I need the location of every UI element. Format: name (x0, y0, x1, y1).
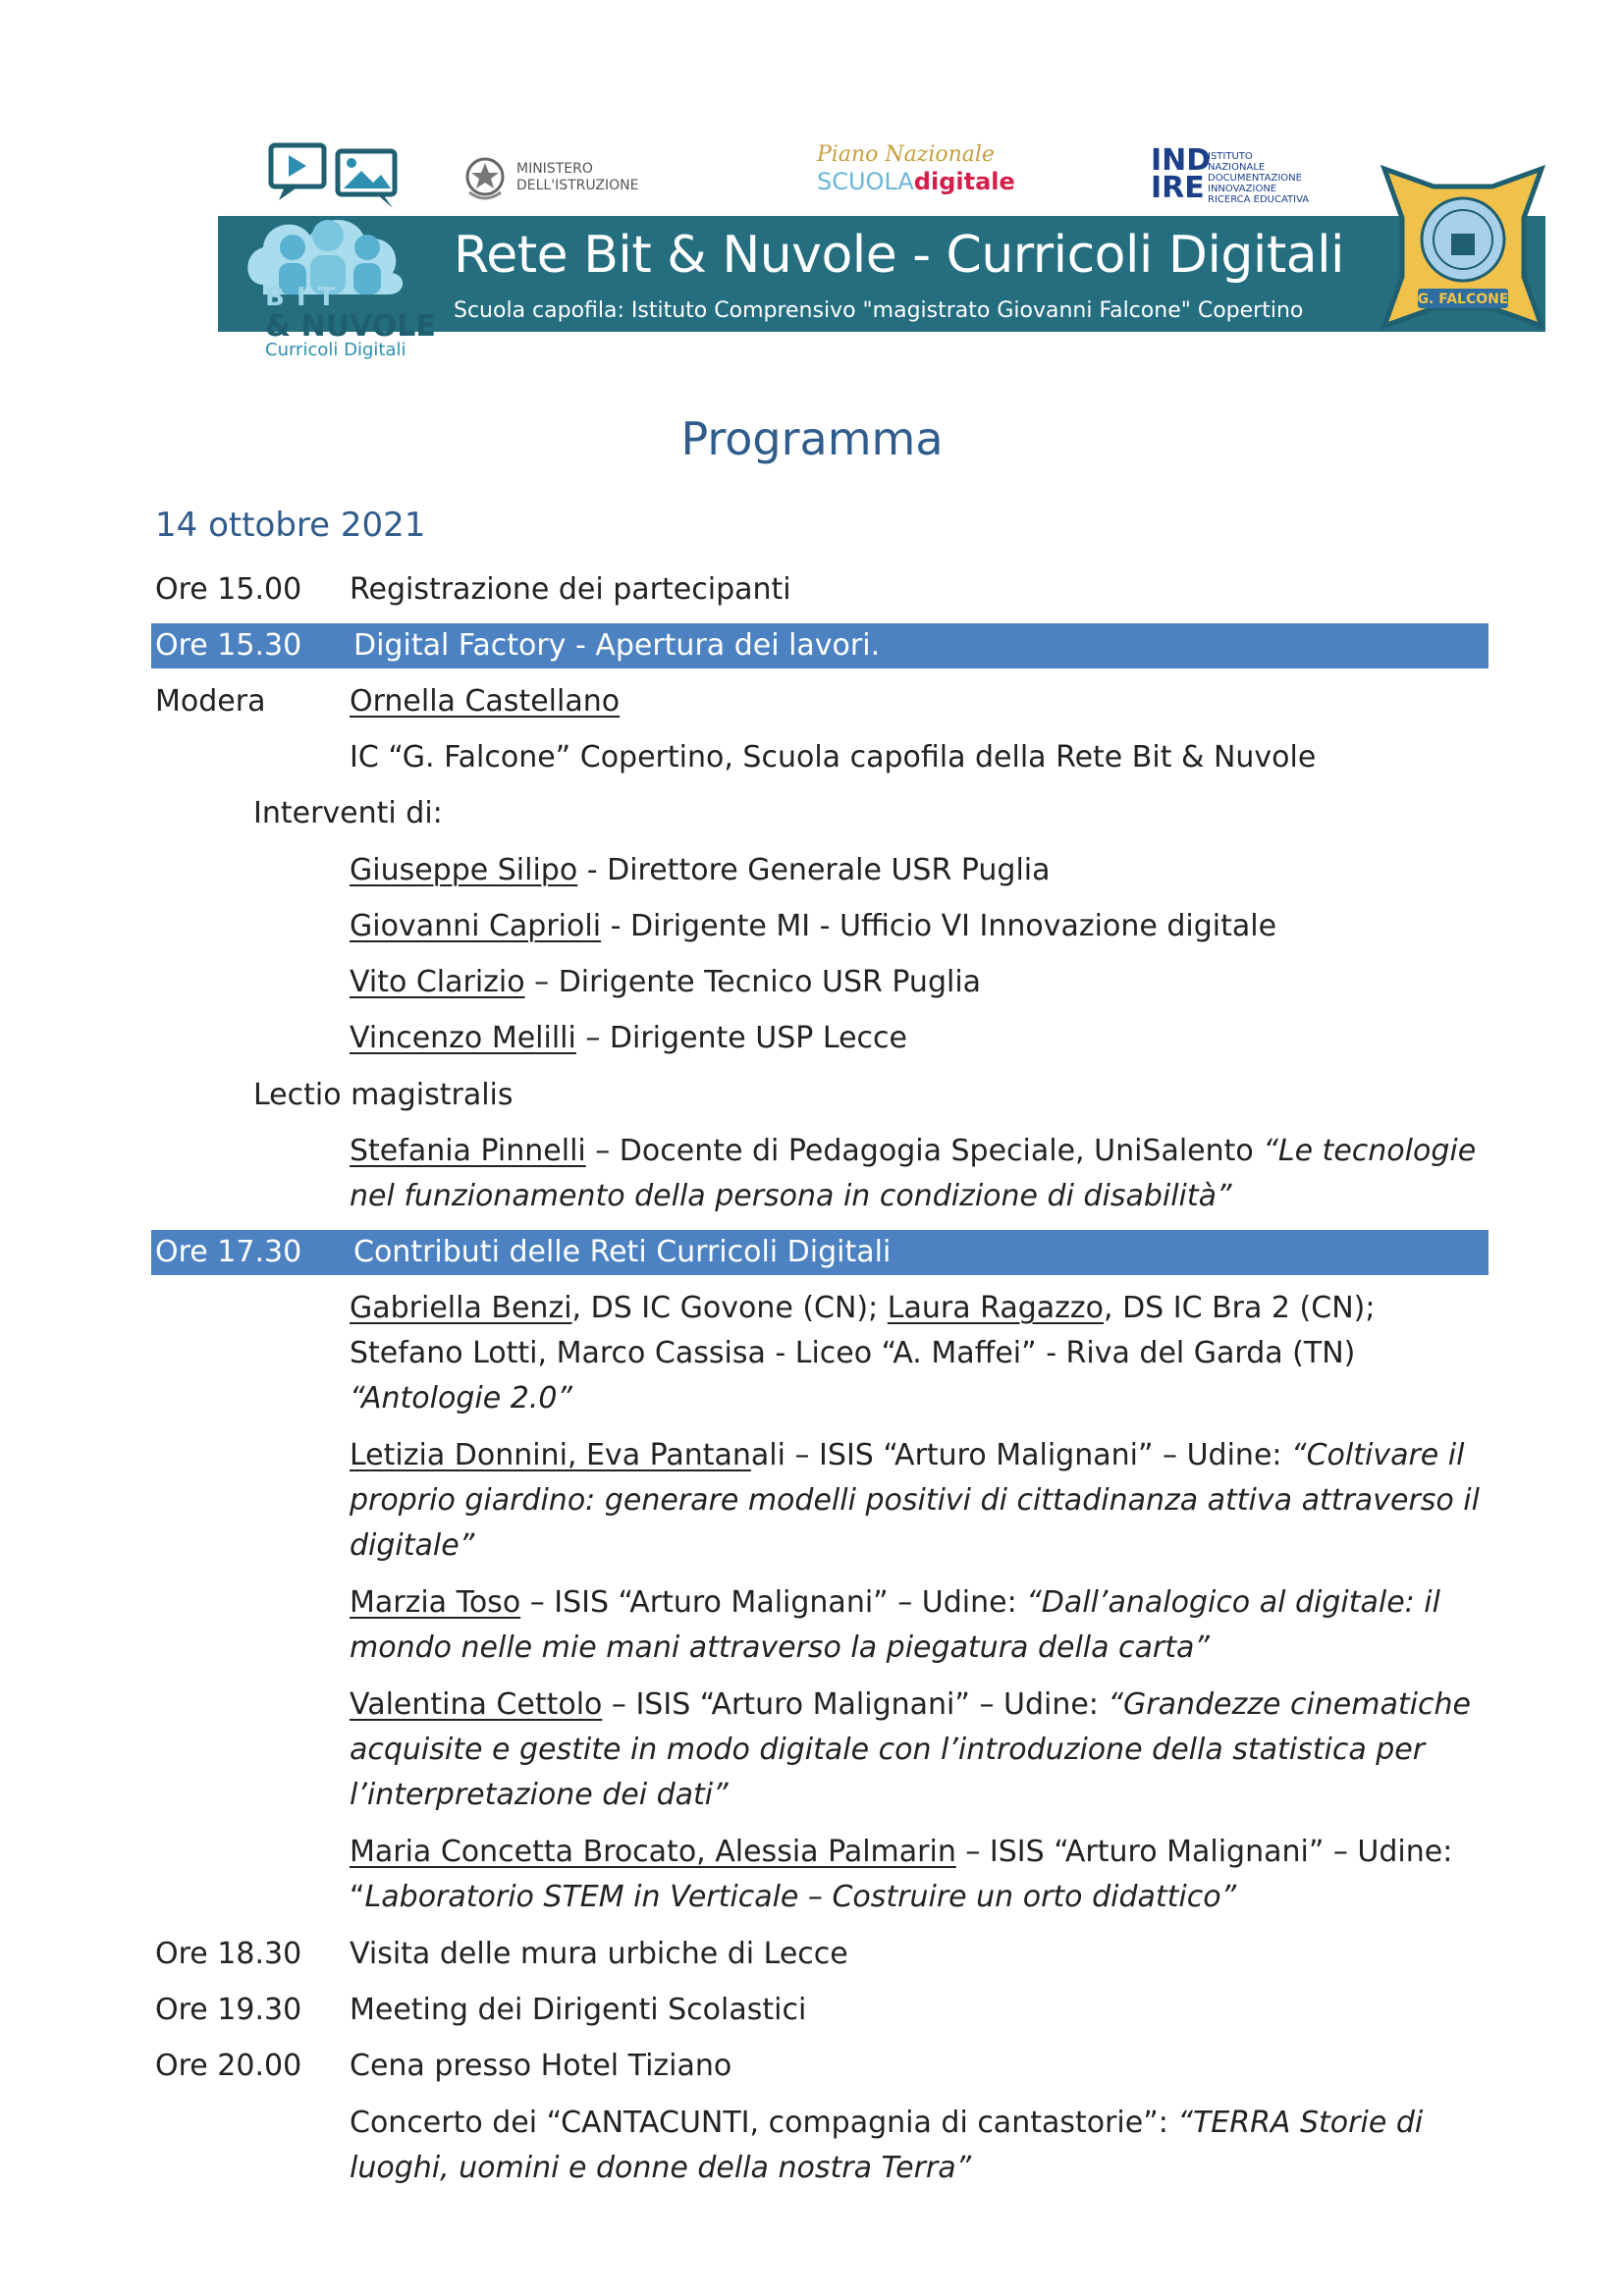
contribution-4-title-part1: “Grandezze cinematiche (1108, 1687, 1471, 1722)
contribution-4-role: – ISIS “Arturo Malignani” – Udine: (602, 1687, 1109, 1722)
indire-logo (1151, 143, 1318, 206)
date-heading: 14 ottobre 2021 (155, 506, 426, 545)
concert-line1 (350, 2101, 1489, 2146)
time-1930: Ore 19.30 (155, 1993, 302, 2027)
lectio-title-part1: “Le tecnologie (1263, 1134, 1477, 1168)
contribution-2-title-part2: proprio giardino: generare modelli positivi di cittadinanza attiva attraverso il (350, 1483, 1480, 1518)
banner-title: Rete Bit & Nuvole - Curricoli Digitali (454, 226, 1344, 285)
registration-text: Registrazione dei partecipanti (350, 572, 791, 607)
contribution-1-name-a: Gabriella Benzi (350, 1291, 572, 1325)
logo-nuvole-text: & NUVOLE (265, 309, 436, 344)
time-2000: Ore 20.00 (155, 2049, 302, 2083)
time-1830: Ore 18.30 (155, 1937, 302, 1971)
lectio-speaker-role: – Docente di Pedagogia Speciale, UniSalento (585, 1134, 1264, 1168)
lectio-label: Lectio magistralis (253, 1078, 514, 1112)
contribution-2-name: Letizia Donnini, Eva Pantan (350, 1438, 751, 1472)
speaker-3 (350, 960, 1489, 1005)
ministero-line1: MINISTERO (516, 161, 593, 177)
page-title: Programma (680, 412, 944, 465)
indire-line2: IRE (1151, 171, 1205, 205)
contribution-1-line2: Stefano Lotti, Marco Cassisa - Liceo “A. Maffei” - Riva del Garda (TN) (350, 1336, 1356, 1370)
moderator-name: Ornella Castellano (350, 684, 621, 719)
falcone-emblem-icon (1375, 159, 1551, 336)
speaker-1-name: Giuseppe Silipo (350, 853, 578, 887)
contribution-4-title-part2: acquisite e gestite in modo digitale con l’introduzione della statistica per (350, 1733, 1426, 1767)
session-title-1530: Digital Factory - Apertura dei lavori. (353, 628, 881, 663)
concert-text: Concerto dei “CANTACUNTI, compagnia di cantastorie”: (350, 2106, 1178, 2140)
concert-title-part1: “TERRA Storie di (1177, 2106, 1424, 2140)
dinner-text: Cena presso Hotel Tiziano (350, 2049, 732, 2083)
lectio-title-part2: nel funzionamento della persona in condizione di disabilità” (350, 1179, 1232, 1213)
time-1730: Ore 17.30 (155, 1235, 302, 1269)
contribution-2-role: – ISIS “Arturo Malignani” – Udine: (785, 1438, 1292, 1472)
indire-small-3: DOCUMENTAZIONE (1208, 173, 1302, 184)
ministero-logo (463, 151, 660, 210)
speaker-3-name: Vito Clarizio (350, 965, 525, 999)
concert-title-part2: luoghi, uomini e donne della nostra Terra” (350, 2151, 972, 2185)
interventi-label: Interventi di: (253, 796, 443, 830)
session-highlight-1730 (151, 1230, 1489, 1275)
session-title-1730: Contributi delle Reti Curricoli Digitali (353, 1235, 892, 1269)
contribution-3-line1 (350, 1580, 1489, 1626)
speaker-4-role: – Dirigente USP Lecce (575, 1021, 908, 1055)
pnsd-digitale: digitale (913, 168, 1015, 195)
bit-nuvole-logo-icon (236, 137, 461, 294)
indire-small-5: RICERCA EDUCATIVA (1208, 194, 1310, 205)
bit-nuvole-logo (236, 137, 461, 360)
banner-subtitle: Scuola capofila: Istituto Comprensivo "magistrato Giovanni Falcone" Copertino (454, 298, 1304, 323)
speaker-2 (350, 904, 1489, 949)
lectio-line-1 (350, 1129, 1489, 1174)
contribution-2-title-part1: “Coltivare il (1291, 1438, 1465, 1472)
speaker-1 (350, 848, 1489, 893)
falcone-school-logo (1375, 159, 1551, 336)
contribution-5-line2 (350, 1875, 1489, 1920)
contribution-1-line1 (350, 1286, 1489, 1331)
contribution-1-end: , DS IC Bra 2 (CN); (1104, 1291, 1376, 1325)
meeting-text: Meeting dei Dirigenti Scolastici (350, 1993, 807, 2027)
speaker-4-name: Vincenzo Melilli (350, 1021, 576, 1055)
contribution-5-line1 (350, 1830, 1489, 1875)
italian-emblem-icon (463, 153, 507, 204)
logo-bit-text: BIT (265, 283, 348, 312)
header-banner (218, 137, 1545, 360)
contribution-1-mid: , DS IC Govone (CN); (571, 1291, 888, 1325)
modera-label: Modera (155, 684, 266, 719)
contribution-3-title-part2: mondo nelle mie mani attraverso la piegatura della carta” (350, 1630, 1210, 1665)
contribution-2-name-rest: ali (750, 1438, 785, 1472)
indire-small-4: INNOVAZIONE (1208, 184, 1277, 194)
contribution-3-name: Marzia Toso (350, 1585, 521, 1620)
contribution-4-title-part3: l’interpretazione dei dati” (350, 1778, 729, 1812)
indire-small-1: ISTITUTO (1208, 151, 1253, 162)
logo-curricoli-text: Curricoli Digitali (265, 340, 406, 360)
pnsd-logo (817, 142, 1015, 196)
ministero-line2: DELL'ISTRUZIONE (516, 178, 639, 193)
moderator-affiliation: IC “G. Falcone” Copertino, Scuola capofila della Rete Bit & Nuvole (350, 740, 1317, 774)
speaker-4 (350, 1016, 1489, 1061)
contribution-1-name-b: Laura Ragazzo (887, 1291, 1104, 1325)
pnsd-line1: Piano Nazionale (817, 142, 995, 167)
contribution-1-title: “Antologie 2.0” (350, 1381, 572, 1415)
contribution-5-role: – ISIS “Arturo Malignani” – Udine: (955, 1835, 1453, 1869)
indire-small-2: NAZIONALE (1208, 162, 1266, 173)
contribution-4-name: Valentina Cettolo (350, 1687, 603, 1722)
visit-text: Visita delle mura urbiche di Lecce (350, 1937, 848, 1971)
speaker-2-role: - Dirigente MI - Ufficio VI Innovazione digitale (601, 909, 1277, 943)
speaker-2-name: Giovanni Caprioli (350, 909, 602, 943)
contribution-4-line1 (350, 1682, 1489, 1728)
contribution-2-title-part3: digitale” (350, 1528, 475, 1563)
pnsd-scuola: SCUOLA (817, 168, 914, 195)
contribution-5-name: Maria Concetta Brocato, Alessia Palmarin (350, 1835, 956, 1869)
contribution-3-title-part1: “Dall’analogico al digitale: il (1026, 1585, 1440, 1620)
speaker-3-role: – Dirigente Tecnico USR Puglia (524, 965, 982, 999)
falcone-logo-label: G. FALCONE (1417, 292, 1509, 307)
contribution-2-line1 (350, 1433, 1489, 1478)
speaker-1-role: - Direttore Generale USR Puglia (577, 853, 1051, 887)
indire-line1: IND (1151, 143, 1212, 178)
time-1530: Ore 15.30 (155, 628, 302, 663)
lectio-speaker-name: Stefania Pinnelli (350, 1134, 586, 1168)
contribution-5-title: Laboratorio STEM in Verticale – Costruire un orto didattico” (364, 1880, 1237, 1914)
contribution-5-quote: “ (350, 1880, 365, 1914)
session-highlight-1530 (151, 623, 1489, 668)
contribution-3-role: – ISIS “Arturo Malignani” – Udine: (520, 1585, 1027, 1620)
time-1500: Ore 15.00 (155, 572, 302, 607)
